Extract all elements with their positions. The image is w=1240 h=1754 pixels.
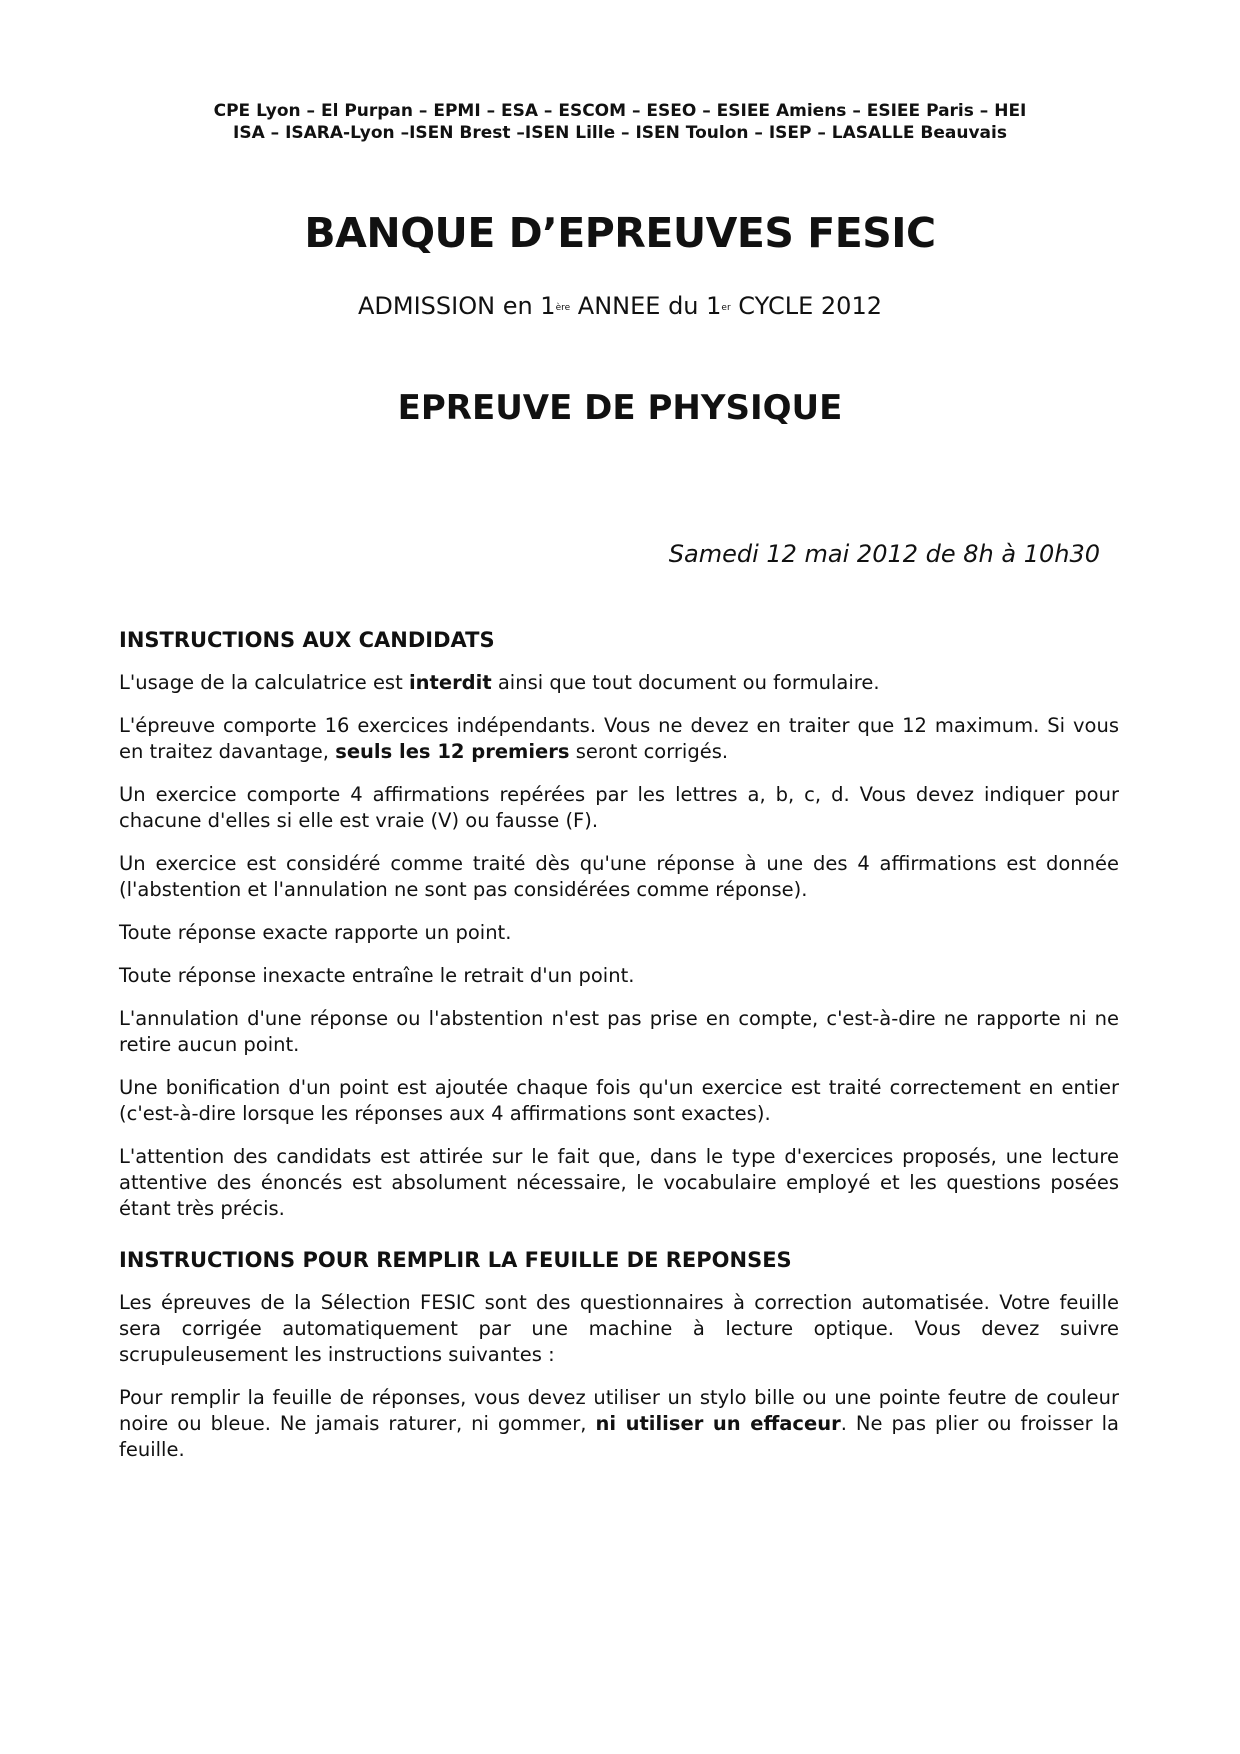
paragraph-text: . Ne pas plier ou froisser la feuille.	[119, 1412, 1119, 1461]
paragraph-attention: L'attention des candidats est attirée sur le fait que, dans le type d'exercices proposés, une lecture attentive des énoncés est absolument nécessaire, le vocabulaire employé et les questions posées étant très précis.	[119, 1145, 1119, 1220]
paragraph-wrong-answer: Toute réponse inexacte entraîne le retrait d'un point.	[119, 964, 635, 987]
subject-title: EPREUVE DE PHYSIQUE	[397, 388, 843, 428]
paragraph-text: ainsi que tout document ou formulaire.	[491, 671, 880, 694]
admission-sup-2: er	[721, 303, 731, 313]
admission-sup-1: ère	[555, 303, 571, 313]
admission-text-2: ANNEE du 1	[570, 292, 722, 320]
paragraph-calculator	[119, 670, 1119, 696]
schools-header	[0, 100, 1240, 144]
paragraph-text: L'épreuve comporte 16 exercices indépendants. Vous ne devez en traiter que 12 maximum. Si vous en traitez davantage,	[119, 714, 1119, 763]
paragraph-bold-text: ni utiliser un effaceur	[595, 1412, 841, 1435]
document-title: BANQUE D’EPREUVES FESIC	[304, 209, 936, 257]
exam-date: Samedi 12 mai 2012 de 8h à 10h30	[668, 540, 1100, 568]
paragraph-bold-text: seuls les 12 premiers	[335, 740, 570, 763]
paragraph-correct-answer: Toute réponse exacte rapporte un point.	[119, 921, 512, 944]
admission-text-1: ADMISSION en 1	[358, 292, 556, 320]
schools-line-1: CPE Lyon – El Purpan – EPMI – ESA – ESCOM – ESEO – ESIEE Amiens – ESIEE Paris – HEI	[213, 101, 1027, 121]
paragraph-bonus: Une bonification d'un point est ajoutée chaque fois qu'un exercice est traité correctement en entier (c'est-à-dire lorsque les réponses aux 4 affirmations sont exactes).	[119, 1076, 1119, 1125]
schools-line-2: ISA – ISARA-Lyon –ISEN Brest –ISEN Lille – ISEN Toulon – ISEP – LASALLE Beauvais	[233, 123, 1007, 143]
paragraph-affirmations: Un exercice comporte 4 affirmations repérées par les lettres a, b, c, d. Vous devez indiquer pour chacune d'elles si elle est vraie (V) ou fausse (F).	[119, 783, 1119, 832]
instructions-content	[119, 626, 1119, 1480]
paragraph-treated: Un exercice est considéré comme traité dès qu'une réponse à une des 4 affirmations est donnée (l'abstention et l'annulation ne sont pas considérées comme réponse).	[119, 852, 1119, 901]
paragraph-abstention: L'annulation d'une réponse ou l'abstention n'est pas prise en compte, c'est-à-dire ne rapporte ni ne retire aucun point.	[119, 1007, 1119, 1056]
paragraph-bold-text: interdit	[408, 671, 492, 694]
paragraph-text: L'usage de la calculatrice est	[119, 671, 409, 694]
paragraph-exercise-count	[119, 713, 1119, 765]
paragraph-text: Pour remplir la feuille de réponses, vous devez utiliser un stylo bille ou une pointe feutre de couleur noire ou bleue. Ne jamais raturer, ni gommer,	[119, 1386, 1119, 1435]
section-heading-candidates: INSTRUCTIONS AUX CANDIDATS	[119, 628, 495, 652]
paragraph-pen-instructions	[119, 1385, 1119, 1463]
paragraph-text: seront corrigés.	[569, 740, 729, 763]
paragraph-automated-correction: Les épreuves de la Sélection FESIC sont des questionnaires à correction automatisée. Votre feuille sera corrigée automatiquement par une machine à lecture optique. Vous devez suivre scrupuleusement les instructions suivantes :	[119, 1291, 1119, 1366]
admission-text-3: CYCLE 2012	[730, 292, 882, 320]
section-heading-answer-sheet: INSTRUCTIONS POUR REMPLIR LA FEUILLE DE REPONSES	[119, 1248, 792, 1272]
admission-line	[0, 290, 1240, 322]
